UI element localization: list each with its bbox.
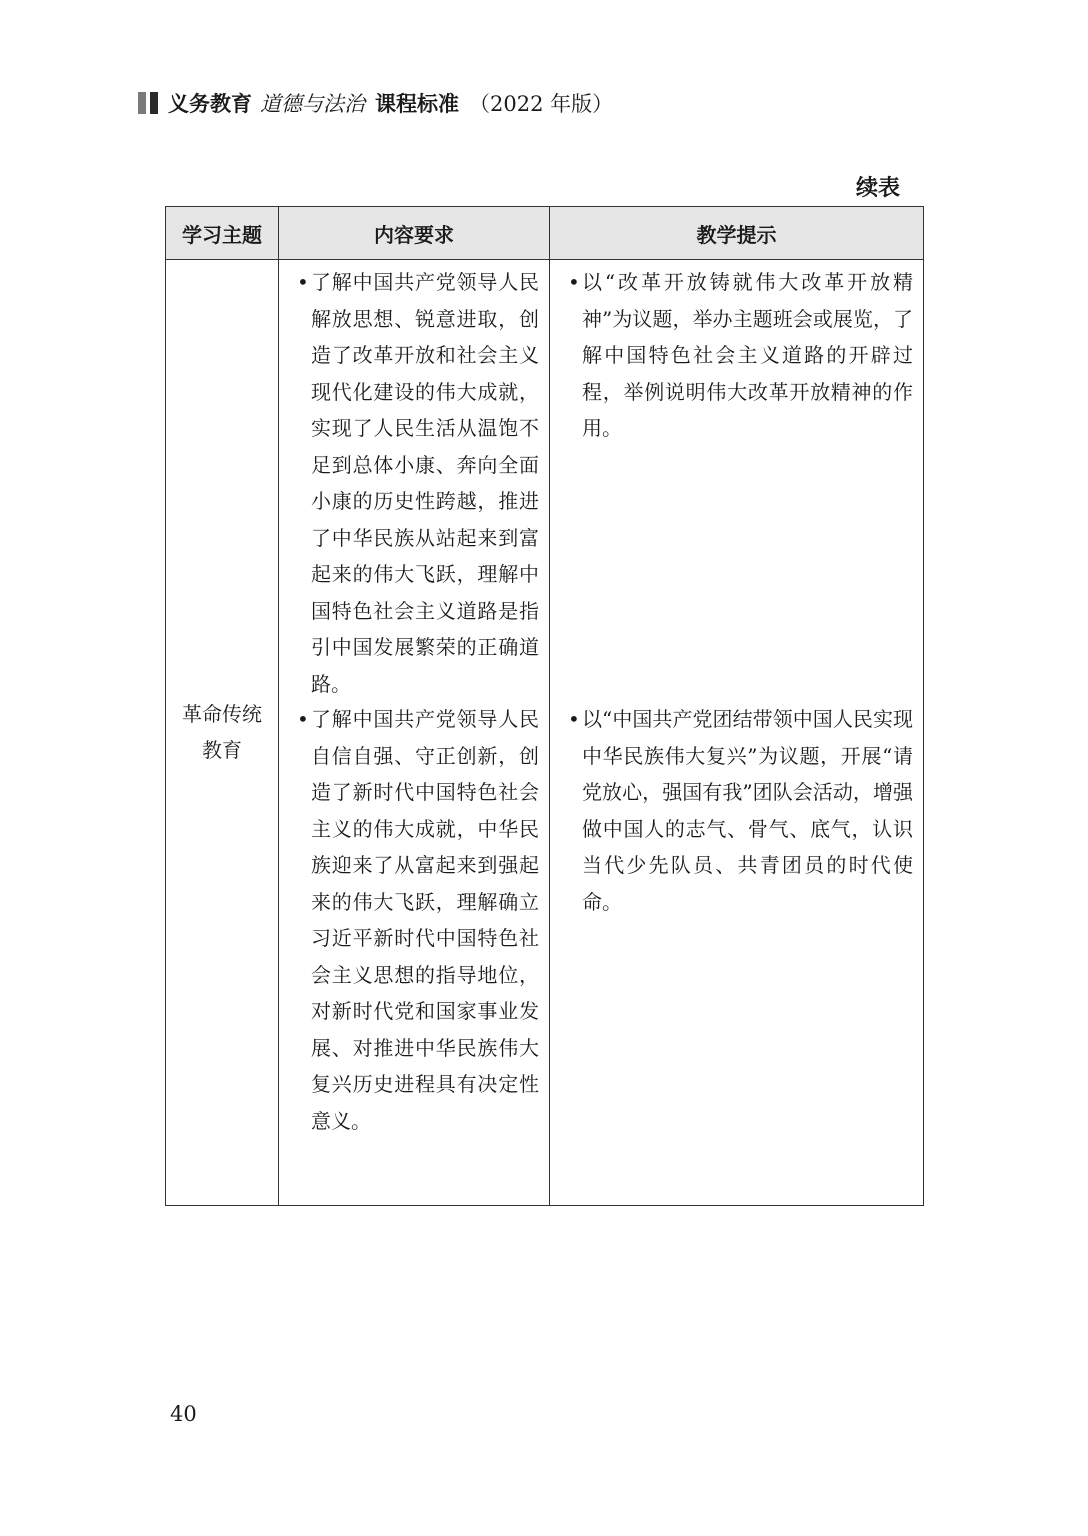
content-item (297, 264, 539, 702)
head-subject: 道德与法治 (260, 92, 365, 116)
head-series: 义务教育 (168, 92, 252, 116)
topic-label: 革命传统教育 (182, 702, 262, 762)
page-number: 40 (170, 1402, 197, 1426)
head-doc-type: 课程标准 (375, 92, 459, 116)
standards-table (165, 206, 924, 1206)
running-head (138, 88, 613, 118)
header-bar-marks (138, 92, 158, 114)
table-row (166, 260, 924, 1206)
head-edition: （2022 年版） (469, 92, 614, 116)
topic-text (166, 696, 278, 768)
continued-label: 续表 (855, 176, 900, 201)
tips-cell (550, 260, 924, 1206)
header-tips: 教学提示 (550, 207, 924, 260)
header-bar-mark-light (138, 92, 146, 114)
content-item (297, 701, 539, 1139)
bullet-icon: • (297, 270, 309, 294)
table-header-row (166, 207, 924, 260)
bullet-icon: • (297, 707, 309, 731)
header-topic: 学习主题 (166, 207, 279, 260)
bullet-icon: • (568, 707, 580, 731)
tip-item-text: 以“中国共产党团结带领中国人民实现中华民族伟大复兴”为议题，开展“请党放心，强国有我”团队会活动，增强做中国人的志气、骨气、底气，认识当代少先队员、共青团员的时代使命。 (582, 707, 913, 914)
content-item-text: 了解中国共产党领导人民解放思想、锐意进取，创造了改革开放和社会主义现代化建设的伟大成就，实现了人民生活从温饱不足到总体小康、奔向全面小康的历史性跨越，推进了中华民族从站起来到富起来的伟大飞跃，理解中国特色社会主义道路是指引中国发展繁荣的正确道路。 (311, 270, 539, 696)
bullet-icon: • (568, 270, 580, 294)
tip-item (568, 264, 913, 447)
header-content: 内容要求 (279, 207, 550, 260)
tip-item-text: 以“改革开放铸就伟大改革开放精神”为议题，举办主题班会或展览，了解中国特色社会主义道路的开辟过程，举例说明伟大改革开放精神的作用。 (582, 270, 913, 440)
topic-cell (166, 260, 279, 1206)
tip-item (568, 701, 913, 920)
header-bar-mark-dark (150, 92, 158, 114)
content-item-text: 了解中国共产党领导人民自信自强、守正创新，创造了新时代中国特色社会主义的伟大成就，中华民族迎来了从富起来到强起来的伟大飞跃，理解确立习近平新时代中国特色社会主义思想的指导地位，对新时代党和国家事业发展、对推进中华民族伟大复兴历史进程具有决定性意义。 (311, 707, 539, 1133)
content-cell (279, 260, 550, 1206)
